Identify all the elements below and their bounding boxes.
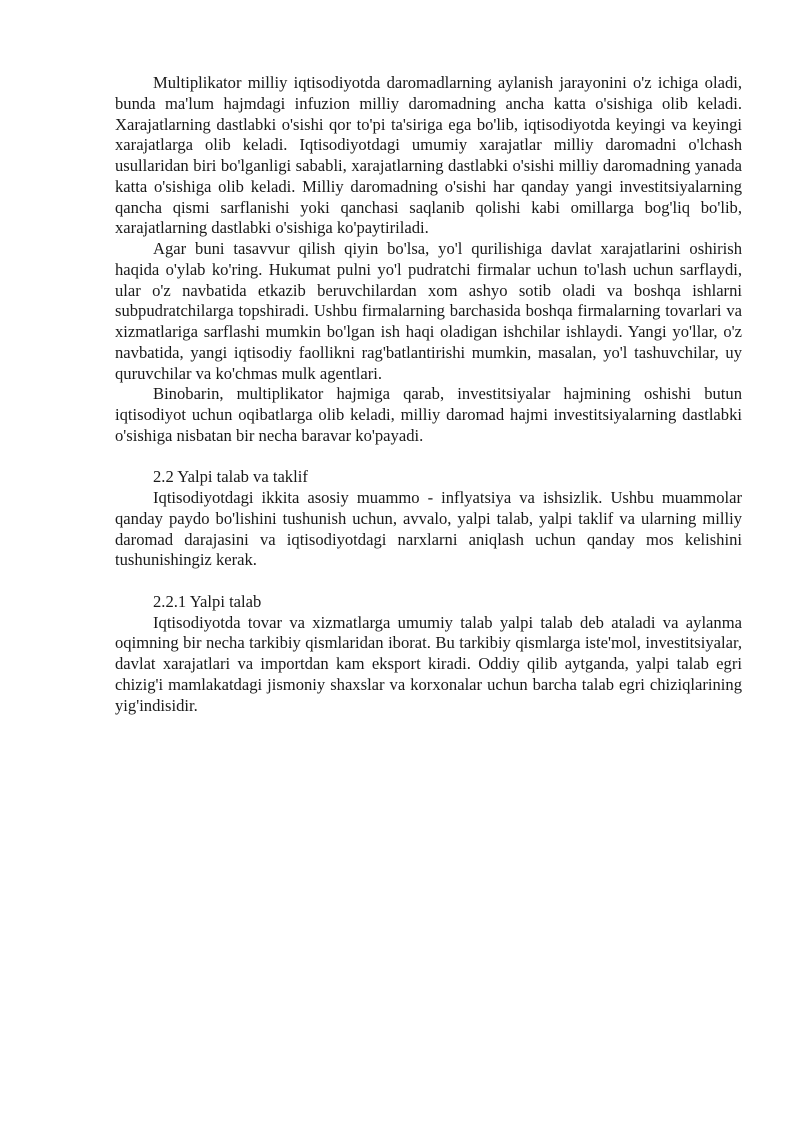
section-heading-2-2: 2.2 Yalpi talab va taklif: [153, 467, 308, 487]
paragraph-road-example: Agar buni tasavvur qilish qiyin bo'lsa, yo'l qurilishiga davlat xarajatlarini oshirish haqida o'ylab ko'ring. Hukumat pulni yo'l pudratchi firmalar uchun to'lash uchun sarflaydi, ular o'z navbatida etkazib beruvchilardan xom ashyo sotib oladi va boshqa ishlarni subpudratchilarga topshiradi. Ushbu firmalarning barchasida boshqa firmalarning tovarlari va xizmatlariga sarflashi mumkin bo'lgan ish haqi oladigan ishchilar ishlaydi. Yangi yo'llar, o'z navbatida, yangi iqtisodiy faollikni rag'batlantirishi mumkin, masalan, yo'l tashuvchilar, uy quruvchilar va ko'chmas mulk agentlari.: [115, 239, 742, 383]
paragraph-aggregate-demand: Iqtisodiyotda tovar va xizmatlarga umumiy talab yalpi talab deb ataladi va aylanma oqimning bir necha tarkibiy qismlaridan iborat. Bu tarkibiy qismlarga iste'mol, investitsiyalar, davlat xarajatlari va importdan kam eksport kiradi. Oddiy qilib aytganda, yalpi talab egri chizig'i mamlakatdagi jismoniy shaxslar va korxonalar uchun barcha talab egri chiziqlarining yig'indisidir.: [115, 612, 742, 715]
paragraph-conclusion: Binobarin, multiplikator hajmiga qarab, investitsiyalar hajmining oshishi butun iqtisodiyot uchun oqibatlarga olib keladi, milliy daromad hajmi investitsiyalarning dastlabki o'sishiga nisbatan bir necha baravar ko'payadi.: [115, 384, 742, 445]
paragraph-aggregate-demand-supply: Iqtisodiyotdagi ikkita asosiy muammo - inflyatsiya va ishsizlik. Ushbu muammolar qanday paydo bo'lishini tushunish uchun, avvalo, yalpi talab, yalpi taklif va ularning milliy daromad darajasini va iqtisodiyotdagi narxlarni aniqlash uchun qanday mos kelishini tushunishingiz kerak.: [115, 488, 742, 570]
section-heading-2-2-1: 2.2.1 Yalpi talab: [153, 591, 262, 611]
document-page: [115, 73, 742, 716]
paragraph-multiplier-intro: Multiplikator milliy iqtisodiyotda daromadlarning aylanish jarayonini o'z ichiga oladi, bunda ma'lum hajmdagi infuzion milliy daromadning ancha katta o'sishiga olib keladi. Xarajatlarning dastlabki o'sishi qor to'pi ta'siriga ega bo'lib, iqtisodiyotda keyingi va keyingi xarajatlarga olib keladi. Iqtisodiyotdagi umumiy xarajatlar milliy daromadni o'lchash usullaridan biri bo'lganligi sababli, xarajatlarning dastlabki o'sishi milliy daromadning yanada katta o'sishiga olib keladi. Milliy daromadning o'sishi har qanday yangi investitsiyalarning qancha qismi sarflanishi yoki qanchasi saqlanib qolishi kabi omillarga bog'liq bo'lib, xarajatlarning dastlabki o'sishiga ko'paytiriladi.: [115, 73, 742, 238]
